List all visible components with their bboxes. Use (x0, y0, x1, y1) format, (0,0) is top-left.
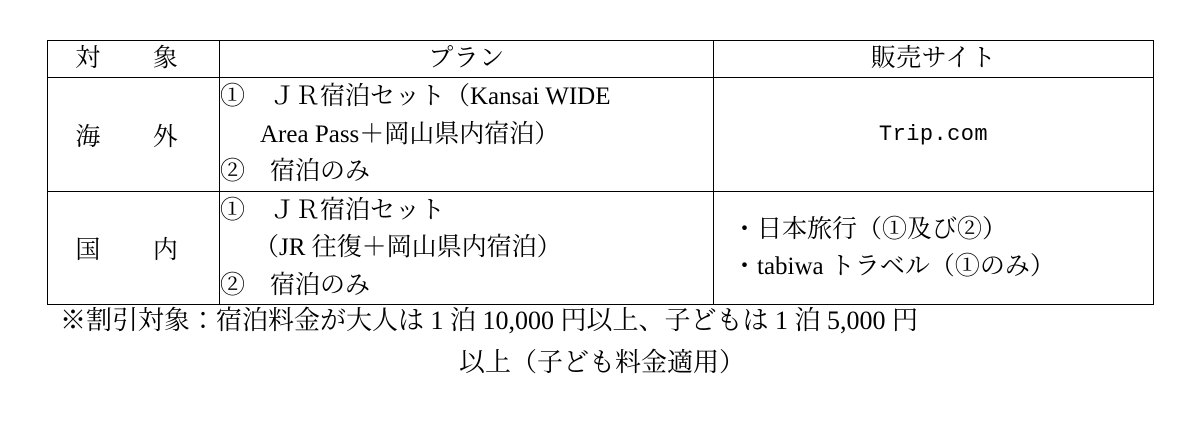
plan-item-1-line-2: （JR 往復＋岡山県内宿泊） (254, 234, 562, 262)
plan-item-1-line-1: ① ＪＲ宿泊セット（Kansai WIDE (220, 83, 611, 111)
header-site: 販売サイト (714, 41, 1154, 78)
plan-item-1-line-2: Area Pass＋岡山県内宿泊） (260, 120, 560, 148)
plan-item-2: ② 宿泊のみ (220, 271, 371, 299)
cell-site-overseas (714, 78, 1154, 192)
plan-item-1-line-1: ① ＪＲ宿泊セット (220, 196, 446, 224)
site-name-trip-com: Trip.com (878, 122, 989, 147)
table-header-row (48, 41, 1154, 78)
discount-note-line-1: ※割引対象：宿泊料金が大人は 1 泊 10,000 円以上、子どもは 1 泊 5,000 円 (60, 306, 919, 335)
table-row (48, 191, 1154, 305)
site-name-nippon-travel: ・日本旅行（①及び②） (732, 215, 1008, 243)
table-row (48, 78, 1154, 192)
header-plan: プラン (220, 41, 714, 78)
plan-table (47, 40, 1154, 305)
site-name-tabiwa-travel: ・tabiwa トラベル（①のみ） (732, 253, 1055, 280)
cell-site-domestic (714, 191, 1154, 305)
cell-plan-overseas (220, 78, 714, 192)
discount-note (47, 300, 1157, 384)
discount-note-line-2: 以上（子ども料金適用） (458, 348, 745, 378)
cell-plan-domestic (220, 191, 714, 305)
header-target: 対 象 (48, 41, 220, 78)
cell-target-overseas: 海 外 (48, 78, 220, 192)
plan-item-2: ② 宿泊のみ (220, 158, 371, 186)
cell-target-domestic: 国 内 (48, 191, 220, 305)
